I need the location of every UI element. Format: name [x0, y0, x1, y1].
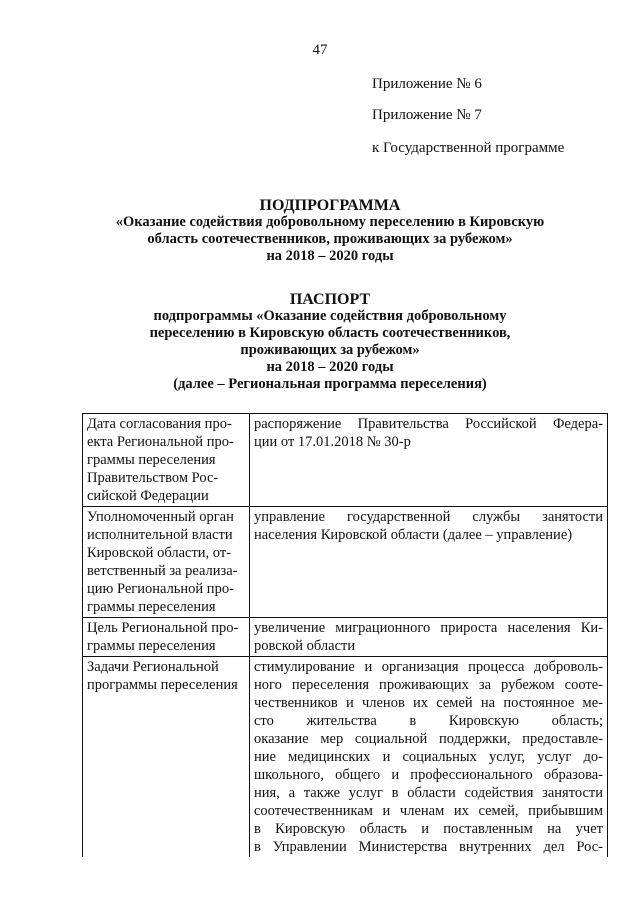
row-label-line: Кировской области, от- — [87, 545, 232, 561]
row-label-cell — [83, 507, 250, 618]
row-value-line: управление государственной службы занятости — [254, 509, 603, 525]
passport-line2: переселению в Кировскую область соотечественников, — [149, 325, 511, 341]
row-label-cell — [83, 414, 250, 507]
row-value-line: соотечественникам и членам их семей, прибывшим — [254, 803, 603, 819]
row-label-line: Дата согласования про- — [87, 416, 232, 432]
row-value-cell — [250, 618, 608, 657]
passport-heading — [70, 291, 590, 393]
row-label-line: Задачи Региональной — [87, 659, 219, 675]
row-label-line: цию Региональной про- — [87, 581, 234, 597]
row-label-line: екта Региональной про- — [87, 434, 234, 450]
passport-table — [82, 413, 608, 857]
row-value-line: ние медицинских и социальных услуг, услуг до- — [254, 749, 603, 765]
row-label-line: граммы переселения — [87, 638, 216, 654]
row-label-line: Правительством Рос- — [87, 470, 219, 486]
row-value-line: чественников и членов их семей на постоянное ме- — [254, 695, 603, 711]
state-program-label: к Государственной программе — [372, 140, 565, 156]
row-label-line: граммы переселения — [87, 599, 216, 615]
row-value-line: стимулирование и организация процесса доброволь- — [254, 659, 603, 675]
row-label-line: граммы переселения — [87, 452, 216, 468]
subprogram-title: ПОДПРОГРАММА — [259, 197, 401, 214]
row-value-line: оказание мер социальной поддержки, предоставле- — [254, 731, 603, 747]
row-value-line: ровской области — [254, 638, 356, 654]
row-value-cell — [250, 507, 608, 618]
row-value-line: в Кировскую область и поставленным на учет — [254, 821, 603, 837]
page-number: 47 — [312, 42, 328, 58]
table-row — [83, 507, 608, 618]
subprogram-name-line1: «Оказание содействия добровольному переселению в Кировскую — [115, 214, 545, 230]
passport-years: на 2018 – 2020 годы — [266, 359, 394, 375]
row-label-line: исполнительной власти — [87, 527, 233, 543]
row-label-line: Цель Региональной про- — [87, 620, 239, 636]
row-value-cell — [250, 657, 608, 858]
row-label-line: Уполномоченный орган — [87, 509, 234, 525]
table-row — [83, 414, 608, 507]
row-value-line: населения Кировской области (далее – управление) — [254, 527, 573, 543]
row-label-line: ветственный за реализа- — [87, 563, 238, 579]
subprogram-years: на 2018 – 2020 годы — [266, 248, 394, 264]
passport-title: ПАСПОРТ — [289, 291, 371, 308]
row-value-line: школьного, общего и профессионального образова- — [254, 767, 603, 783]
passport-note: (далее – Региональная программа переселения) — [173, 376, 487, 392]
row-value-line: ния, а также услуг в области содействия занятости — [254, 785, 603, 801]
passport-line1: подпрограммы «Оказание содействия добровольному — [153, 308, 507, 324]
row-value-line: ного переселения проживающих за рубежом сооте- — [254, 677, 603, 693]
row-label-line: сийской Федерации — [87, 488, 209, 504]
table-row — [83, 657, 608, 858]
row-label-cell — [83, 618, 250, 657]
subprogram-heading — [70, 197, 590, 265]
row-value-line: ции от 17.01.2018 № 30-р — [254, 434, 411, 450]
row-value-cell — [250, 414, 608, 507]
subprogram-name-line2: область соотечественников, проживающих за рубежом» — [147, 231, 513, 247]
appendix-6-label: Приложение № 6 — [372, 76, 482, 92]
row-value-line: увеличение миграционного прироста населения Ки- — [254, 620, 603, 636]
passport-line3: проживающих за рубежом» — [240, 342, 420, 358]
table-row — [83, 618, 608, 657]
row-label-cell — [83, 657, 250, 858]
row-label-line: программы переселения — [87, 677, 238, 693]
row-value-line: сто жительства в Кировскую область; — [254, 713, 603, 729]
row-value-line: в Управлении Министерства внутренних дел Рос- — [254, 839, 603, 855]
row-value-line: распоряжение Правительства Российской Федера- — [254, 416, 603, 432]
appendix-7-label: Приложение № 7 — [372, 107, 482, 123]
